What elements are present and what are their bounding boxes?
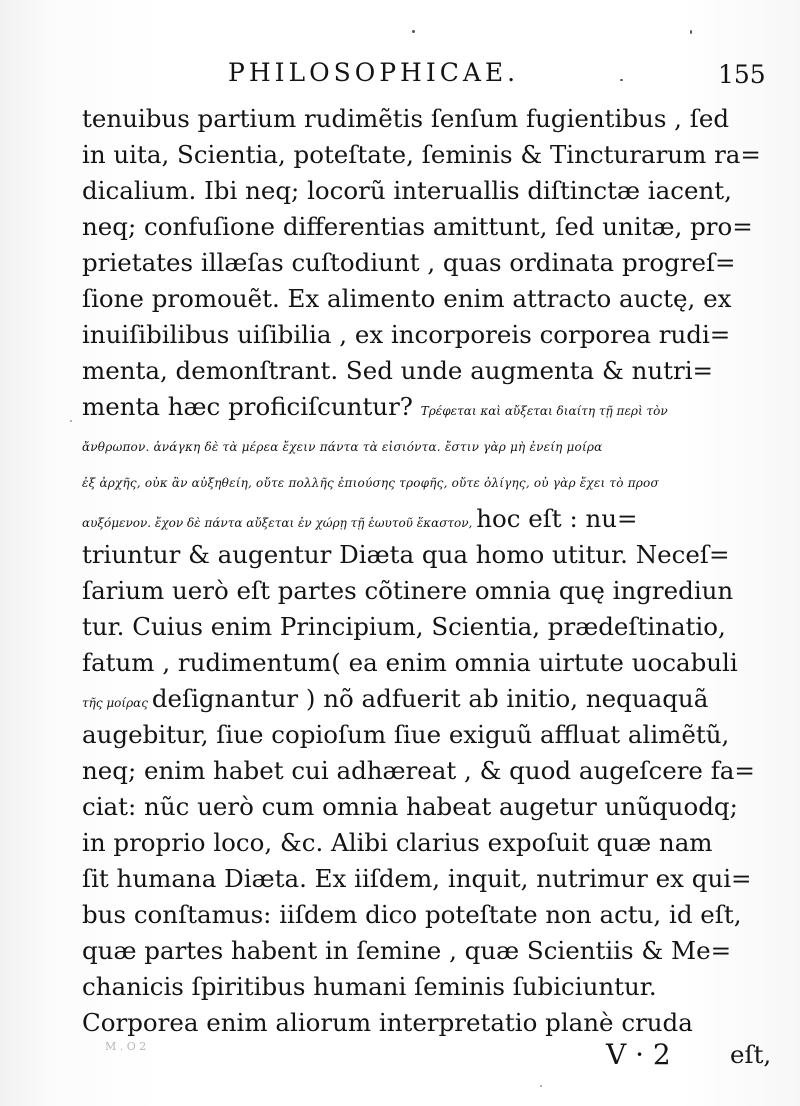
text-line: triuntur & augentur Diæta qua homo utitur. Neceſ=	[82, 540, 730, 569]
text-line: tur. Cuius enim Principium, Scientia, prædeſtinatio,	[82, 612, 726, 641]
text-line: chanicis ſpiritibus humani ſeminis ſubiciuntur.	[82, 972, 657, 1001]
text-line: in uita, Scientia, poteſtate, ſeminis & Tincturarum ra=	[82, 140, 761, 169]
text-line: ſione promouẽt. Ex alimento enim attracto auctę, ex	[82, 284, 732, 313]
text-line-latin: hoc eſt : nu=	[476, 504, 638, 533]
greek-quote-line: ἐξ ἀρχῆς, οὐκ ἂν αὐξηθείη, οὔτε πολλῆς ἐπιούσης τροφῆς, οὔτε ὀλίγης, οὐ γὰρ ἔχει τὸ προσ	[82, 476, 659, 490]
text-line-with-greek	[82, 392, 668, 422]
text-line: augebitur, ſiue copioſum ſiue exiguũ affluat alimẽtũ,	[82, 720, 730, 749]
text-line-with-greek	[82, 684, 708, 714]
paper-speck	[690, 30, 692, 34]
greek-quote-start: Τρέφεται καὶ αὔξεται διαίτη τῇ περὶ τὸν	[420, 404, 668, 418]
paper-speck	[412, 30, 415, 33]
paper-speck	[540, 1085, 542, 1087]
greek-word: τῆς μοίρας	[82, 696, 148, 710]
greek-quote-end: αυξόμενον. ἔχον δὲ πάντα αὔξεται ἐν χώρῃ τῇ ἑωυτοῦ ἕκαστον,	[82, 516, 473, 530]
text-line: ſit humana Diæta. Ex iiſdem, inquit, nutrimur ex qui=	[82, 864, 752, 893]
text-line: Corporea enim aliorum interpretatio planè cruda	[82, 1008, 693, 1037]
greek-quote-line: ἄνθρωπον. ἀνάγκη δὲ τὰ μέρεα ἔχειν πάντα τὰ εἰσιόντα. ἔστιν γὰρ μὴ ἐνείη μοίρα	[82, 440, 603, 454]
running-head: PHILOSOPHICAE.	[228, 58, 520, 87]
text-line: quæ partes habent in ſemine , quæ Scientiis & Me=	[82, 936, 732, 965]
text-line: ciat: nũc uerò cum omnia habeat augetur unũquodq;	[82, 792, 738, 821]
text-line: fatum , rudimentum( ea enim omnia uirtute uocabuli	[82, 648, 738, 677]
text-line: bus conſtamus: iiſdem dico poteſtate non actu, id eſt,	[82, 900, 742, 929]
text-line: menta, demonſtrant. Sed unde augmenta & nutri=	[82, 356, 714, 385]
catchword: eſt,	[730, 1040, 772, 1069]
text-line: neq; enim habet cui adhæreat , & quod augeſcere fa=	[82, 756, 755, 785]
text-line: tenuibus partium rudimẽtis ſenſum fugientibus , ſed	[82, 104, 730, 133]
text-line: inuiſibilibus uiſibilia , ex incorporeis corporea rudi=	[82, 320, 731, 349]
margin-mark: M . O 2	[105, 1040, 147, 1053]
paper-speck	[620, 79, 623, 81]
page-number: 155	[718, 60, 766, 89]
text-line-latin: menta hæc proficiſcuntur?	[82, 392, 413, 421]
signature-mark: V · 2	[606, 1038, 671, 1071]
text-line: prietates illæſas cuſtodiunt , quas ordinata progreſ=	[82, 248, 736, 277]
text-line: dicalium. Ibi neq; locorũ interuallis diſtinctæ iacent,	[82, 176, 732, 205]
text-line-latin: deſignantur ) nõ adfuerit ab initio, nequaquã	[151, 684, 709, 713]
text-line: neq; confuſione differentias amittunt, ſed unitæ, pro=	[82, 212, 753, 241]
text-line: in proprio loco, &c. Alibi clarius expoſuit quæ nam	[82, 828, 713, 857]
greek-quote-end-line	[82, 504, 638, 534]
paper-speck	[70, 420, 72, 422]
text-line: ſarium uerò eſt partes cõtinere omnia quę ingrediun	[82, 576, 734, 605]
